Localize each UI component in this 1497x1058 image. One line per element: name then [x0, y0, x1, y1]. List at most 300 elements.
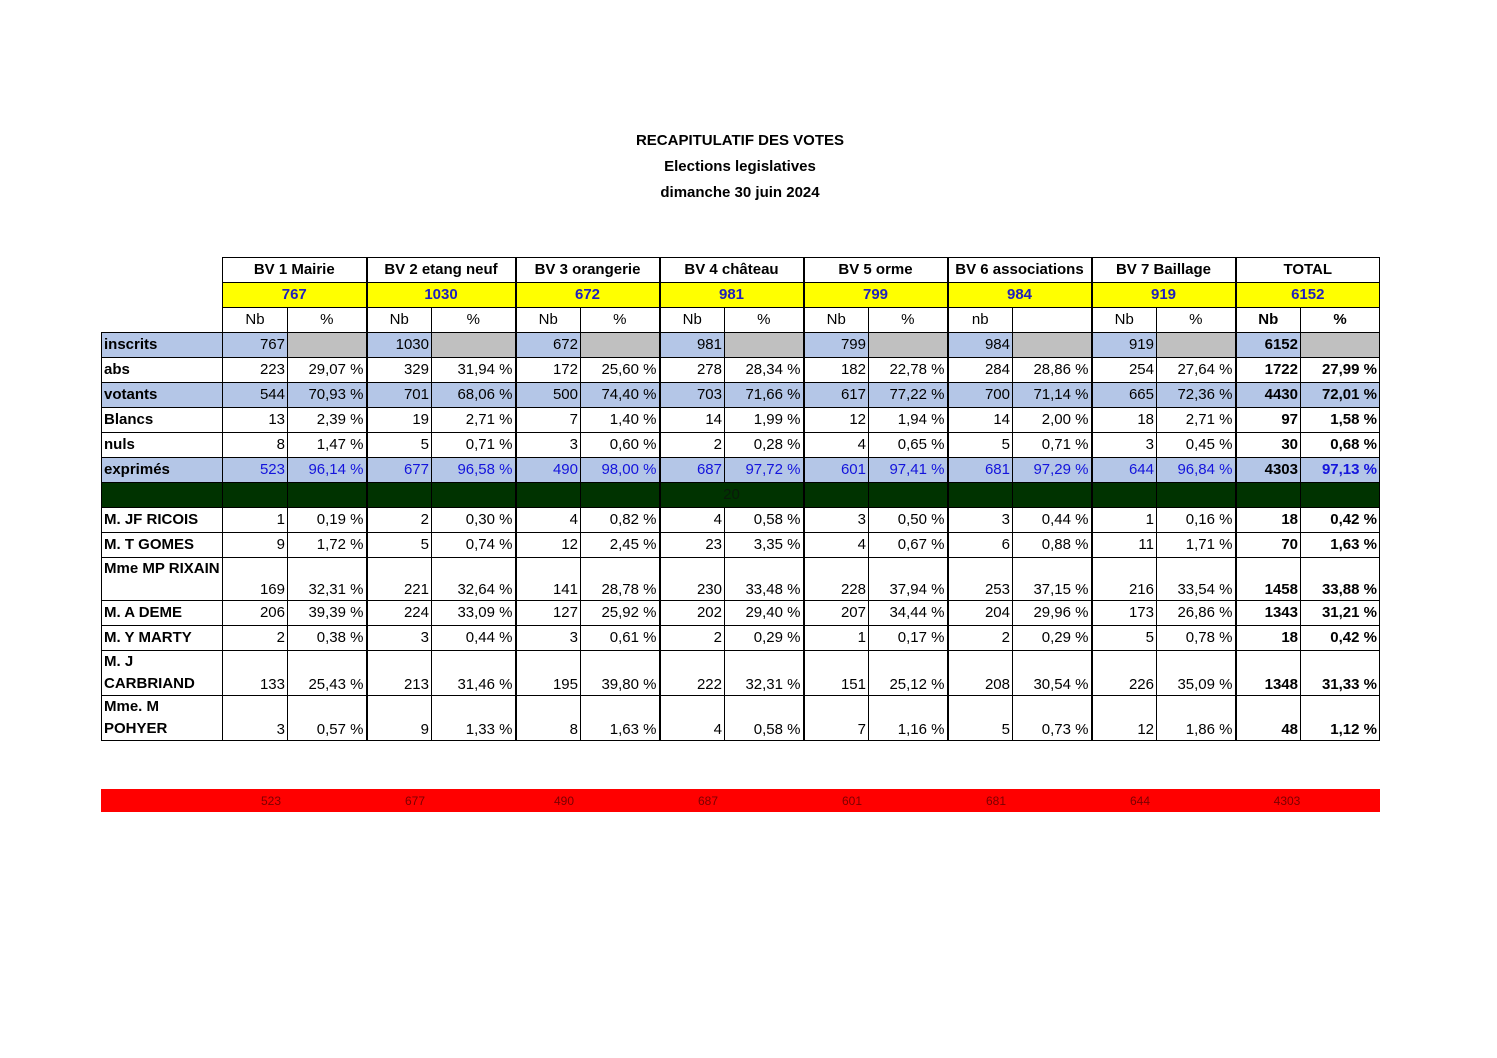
count-cell: 284: [948, 358, 1013, 383]
candidate-votes: 226: [1092, 651, 1157, 696]
count-cell: 172: [516, 358, 581, 383]
percent-cell: 77,22 %: [869, 383, 948, 408]
candidate-name: M. T GOMES: [102, 533, 223, 558]
stats-row-abs: [102, 358, 1380, 383]
document-title-block: [540, 128, 940, 206]
bureau-name: BV 1 Mairie: [223, 258, 367, 283]
percent-cell: 1,40 %: [581, 408, 660, 433]
check-total-value: 677: [404, 794, 426, 808]
separator-cell: [367, 483, 432, 508]
document-date: dimanche 30 juin 2024: [660, 184, 820, 201]
check-total-value: 4303: [1273, 794, 1301, 808]
count-cell: 677: [367, 458, 432, 483]
candidate-percent: 33,88 %: [1301, 558, 1380, 601]
percent-cell: 27,99 %: [1301, 358, 1380, 383]
corner-blank: [102, 283, 223, 308]
bureau-inscrits-count: 1030: [367, 283, 516, 308]
candidate-votes: 11: [1092, 533, 1157, 558]
bureau-name: BV 6 associations: [948, 258, 1092, 283]
percent-cell: [1157, 333, 1236, 358]
candidate-votes: 5: [948, 696, 1013, 741]
percent-cell: 0,60 %: [581, 433, 660, 458]
percent-cell: 2,39 %: [288, 408, 367, 433]
row-label: inscrits: [102, 333, 223, 358]
candidate-votes: 133: [223, 651, 288, 696]
candidate-votes: 9: [367, 696, 432, 741]
candidate-row: [102, 626, 1380, 651]
bureau-name: BV 4 château: [660, 258, 804, 283]
candidate-percent: 0,19 %: [288, 508, 367, 533]
bureau-inscrits-count: 799: [804, 283, 948, 308]
candidate-percent: 0,29 %: [1013, 626, 1092, 651]
candidate-votes: 207: [804, 601, 869, 626]
separator-cell: [869, 483, 948, 508]
separator-cell: [516, 483, 581, 508]
count-cell: 329: [367, 358, 432, 383]
candidate-votes: 228: [804, 558, 869, 601]
count-cell: 12: [804, 408, 869, 433]
count-cell: 981: [660, 333, 725, 358]
count-cell: 3: [1092, 433, 1157, 458]
count-cell: 544: [223, 383, 288, 408]
candidate-votes: 2: [223, 626, 288, 651]
candidate-percent: 39,39 %: [288, 601, 367, 626]
candidate-percent: 0,61 %: [581, 626, 660, 651]
bureau-inscrits-count: 984: [948, 283, 1092, 308]
bureau-inscrits-count: 981: [660, 283, 804, 308]
candidate-votes: 3: [516, 626, 581, 651]
candidate-percent: 2,45 %: [581, 533, 660, 558]
row-label: nuls: [102, 433, 223, 458]
bureau-inscrits-count: 767: [223, 283, 367, 308]
candidate-percent: 1,72 %: [288, 533, 367, 558]
count-cell: 13: [223, 408, 288, 433]
candidate-row: [102, 651, 1380, 696]
separator-cell: [581, 483, 660, 508]
percent-cell: 97,41 %: [869, 458, 948, 483]
candidate-name: Mme MP RIXAIN: [102, 558, 223, 601]
count-cell: 1030: [367, 333, 432, 358]
bureau-header-row: [102, 258, 1380, 283]
row-label: Blancs: [102, 408, 223, 433]
column-nb-label: nb: [948, 308, 1013, 333]
check-total-value: 681: [985, 794, 1007, 808]
count-cell: 799: [804, 333, 869, 358]
count-cell: 6152: [1236, 333, 1301, 358]
document-subtitle: Elections legislatives: [664, 158, 816, 175]
column-pct-label: %: [581, 308, 660, 333]
candidate-votes: 195: [516, 651, 581, 696]
percent-cell: [725, 333, 804, 358]
candidate-votes: 173: [1092, 601, 1157, 626]
candidate-votes: 3: [367, 626, 432, 651]
bureau-name: BV 5 orme: [804, 258, 948, 283]
candidate-percent: 1,33 %: [432, 696, 516, 741]
candidate-votes: 253: [948, 558, 1013, 601]
candidate-row: [102, 508, 1380, 533]
candidate-votes: 1: [223, 508, 288, 533]
bureau-name: TOTAL: [1236, 258, 1380, 283]
stats-row-votants: [102, 383, 1380, 408]
percent-cell: 97,29 %: [1013, 458, 1092, 483]
candidate-row: [102, 696, 1380, 741]
candidate-percent: 25,92 %: [581, 601, 660, 626]
separator-cell: [1301, 483, 1380, 508]
percent-cell: 0,71 %: [432, 433, 516, 458]
candidate-percent: 0,42 %: [1301, 626, 1380, 651]
count-cell: 500: [516, 383, 581, 408]
percent-cell: 70,93 %: [288, 383, 367, 408]
percent-cell: [1013, 333, 1092, 358]
column-pct-label: %: [1301, 308, 1380, 333]
candidate-votes: 230: [660, 558, 725, 601]
column-nb-label: Nb: [1236, 308, 1301, 333]
candidate-percent: 31,33 %: [1301, 651, 1380, 696]
separator-text: 20: [660, 483, 804, 508]
candidate-votes: 8: [516, 696, 581, 741]
candidate-votes: 5: [367, 533, 432, 558]
candidate-percent: 32,31 %: [725, 651, 804, 696]
count-cell: 919: [1092, 333, 1157, 358]
candidate-percent: 0,17 %: [869, 626, 948, 651]
candidate-percent: 0,74 %: [432, 533, 516, 558]
check-total-value: 523: [260, 794, 282, 808]
candidate-percent: 29,96 %: [1013, 601, 1092, 626]
separator-cell: [1092, 483, 1157, 508]
separator-cell: [432, 483, 516, 508]
column-nb-label: Nb: [367, 308, 432, 333]
row-label: abs: [102, 358, 223, 383]
count-cell: 278: [660, 358, 725, 383]
separator-cell: [948, 483, 1013, 508]
candidate-votes: 4: [516, 508, 581, 533]
candidate-votes: 6: [948, 533, 1013, 558]
candidate-votes: 3: [223, 696, 288, 741]
candidate-percent: 0,29 %: [725, 626, 804, 651]
bureau-inscrits-count: 672: [516, 283, 660, 308]
percent-cell: 0,45 %: [1157, 433, 1236, 458]
candidate-votes: 208: [948, 651, 1013, 696]
count-cell: 14: [660, 408, 725, 433]
percent-cell: 68,06 %: [432, 383, 516, 408]
candidate-percent: 0,73 %: [1013, 696, 1092, 741]
percent-cell: 2,00 %: [1013, 408, 1092, 433]
bureau-name: BV 3 orangerie: [516, 258, 660, 283]
candidate-percent: 0,50 %: [869, 508, 948, 533]
percent-cell: [869, 333, 948, 358]
candidate-percent: 0,44 %: [1013, 508, 1092, 533]
column-pct-label: %: [288, 308, 367, 333]
candidate-votes: 2: [367, 508, 432, 533]
column-nb-label: Nb: [223, 308, 288, 333]
candidate-percent: 35,09 %: [1157, 651, 1236, 696]
percent-cell: 71,14 %: [1013, 383, 1092, 408]
candidate-votes: 12: [516, 533, 581, 558]
count-cell: 984: [948, 333, 1013, 358]
percent-cell: 96,58 %: [432, 458, 516, 483]
candidate-percent: 0,88 %: [1013, 533, 1092, 558]
count-cell: 767: [223, 333, 288, 358]
candidate-row: [102, 601, 1380, 626]
separator-cell: [804, 483, 869, 508]
column-nb-label: Nb: [804, 308, 869, 333]
percent-cell: 98,00 %: [581, 458, 660, 483]
candidate-votes: 222: [660, 651, 725, 696]
percent-cell: 28,34 %: [725, 358, 804, 383]
candidate-votes: 4: [660, 696, 725, 741]
candidate-percent: 25,43 %: [288, 651, 367, 696]
candidate-percent: 37,15 %: [1013, 558, 1092, 601]
count-cell: 703: [660, 383, 725, 408]
bureau-inscrits-count: 6152: [1236, 283, 1380, 308]
percent-cell: 0,28 %: [725, 433, 804, 458]
separator-cell: [102, 483, 223, 508]
percent-cell: 2,71 %: [432, 408, 516, 433]
count-cell: 644: [1092, 458, 1157, 483]
candidate-votes: 18: [1236, 626, 1301, 651]
separator-row: [102, 483, 1380, 508]
percent-cell: 28,86 %: [1013, 358, 1092, 383]
percent-cell: [1301, 333, 1380, 358]
candidate-percent: 30,54 %: [1013, 651, 1092, 696]
percent-cell: 29,07 %: [288, 358, 367, 383]
corner-blank: [102, 308, 223, 333]
count-cell: 5: [367, 433, 432, 458]
separator-cell: [1013, 483, 1092, 508]
count-cell: 490: [516, 458, 581, 483]
candidate-votes: 151: [804, 651, 869, 696]
candidate-percent: 33,48 %: [725, 558, 804, 601]
percent-cell: 1,99 %: [725, 408, 804, 433]
candidate-votes: 1: [804, 626, 869, 651]
candidate-percent: 0,78 %: [1157, 626, 1236, 651]
percent-cell: 0,68 %: [1301, 433, 1380, 458]
candidate-votes: 1: [1092, 508, 1157, 533]
candidate-percent: 0,67 %: [869, 533, 948, 558]
candidate-percent: 0,30 %: [432, 508, 516, 533]
column-nb-label: Nb: [1092, 308, 1157, 333]
percent-cell: 1,47 %: [288, 433, 367, 458]
count-cell: 601: [804, 458, 869, 483]
count-cell: 687: [660, 458, 725, 483]
candidate-votes: 1348: [1236, 651, 1301, 696]
candidate-percent: 0,44 %: [432, 626, 516, 651]
candidate-votes: 4: [660, 508, 725, 533]
column-nb-label: Nb: [660, 308, 725, 333]
candidate-row: [102, 558, 1380, 601]
candidate-percent: 37,94 %: [869, 558, 948, 601]
column-pct-label: %: [1157, 308, 1236, 333]
candidate-votes: 2: [948, 626, 1013, 651]
candidate-percent: 3,35 %: [725, 533, 804, 558]
stats-row-nuls: [102, 433, 1380, 458]
candidate-votes: 7: [804, 696, 869, 741]
candidate-votes: 3: [804, 508, 869, 533]
candidate-percent: 0,57 %: [288, 696, 367, 741]
document-title: RECAPITULATIF DES VOTES: [635, 132, 845, 149]
candidate-votes: 23: [660, 533, 725, 558]
percent-cell: 97,72 %: [725, 458, 804, 483]
count-cell: 700: [948, 383, 1013, 408]
candidate-votes: 18: [1236, 508, 1301, 533]
candidate-votes: 127: [516, 601, 581, 626]
bureau-name: BV 2 etang neuf: [367, 258, 516, 283]
candidate-percent: 32,64 %: [432, 558, 516, 601]
candidate-percent: 29,40 %: [725, 601, 804, 626]
percent-cell: [432, 333, 516, 358]
candidate-percent: 1,71 %: [1157, 533, 1236, 558]
percent-cell: 72,01 %: [1301, 383, 1380, 408]
count-cell: 97: [1236, 408, 1301, 433]
count-cell: 223: [223, 358, 288, 383]
percent-cell: [288, 333, 367, 358]
candidate-percent: 32,31 %: [288, 558, 367, 601]
bureau-inscrits-count: 919: [1092, 283, 1236, 308]
percent-cell: 97,13 %: [1301, 458, 1380, 483]
candidate-percent: 34,44 %: [869, 601, 948, 626]
count-cell: 523: [223, 458, 288, 483]
stats-row-inscrits: [102, 333, 1380, 358]
count-cell: 701: [367, 383, 432, 408]
percent-cell: 1,94 %: [869, 408, 948, 433]
bureau-name: BV 7 Baillage: [1092, 258, 1236, 283]
candidate-row: [102, 533, 1380, 558]
candidate-percent: 39,80 %: [581, 651, 660, 696]
candidate-percent: 33,09 %: [432, 601, 516, 626]
check-totals-bar: [101, 789, 1380, 812]
count-cell: 1722: [1236, 358, 1301, 383]
candidate-percent: 0,38 %: [288, 626, 367, 651]
count-cell: 5: [948, 433, 1013, 458]
candidate-votes: 12: [1092, 696, 1157, 741]
column-pct-label: %: [869, 308, 948, 333]
corner-blank: [102, 258, 223, 283]
stats-row-exprimés: [102, 458, 1380, 483]
candidate-votes: 70: [1236, 533, 1301, 558]
candidate-votes: 216: [1092, 558, 1157, 601]
candidate-votes: 202: [660, 601, 725, 626]
count-cell: 681: [948, 458, 1013, 483]
bureau-inscrits-row: [102, 283, 1380, 308]
candidate-percent: 1,86 %: [1157, 696, 1236, 741]
column-pct-label: [1013, 308, 1092, 333]
candidate-votes: 206: [223, 601, 288, 626]
candidate-percent: 26,86 %: [1157, 601, 1236, 626]
candidate-name: M. A DEME: [102, 601, 223, 626]
candidate-votes: 213: [367, 651, 432, 696]
candidate-votes: 204: [948, 601, 1013, 626]
separator-cell: [288, 483, 367, 508]
percent-cell: 31,94 %: [432, 358, 516, 383]
percent-cell: 74,40 %: [581, 383, 660, 408]
separator-cell: [223, 483, 288, 508]
count-cell: 7: [516, 408, 581, 433]
count-cell: 665: [1092, 383, 1157, 408]
percent-cell: 1,58 %: [1301, 408, 1380, 433]
votes-table: [101, 257, 1380, 741]
candidate-votes: 221: [367, 558, 432, 601]
count-cell: 19: [367, 408, 432, 433]
count-cell: 3: [516, 433, 581, 458]
candidate-votes: 5: [1092, 626, 1157, 651]
count-cell: 4: [804, 433, 869, 458]
check-total-value: 490: [553, 794, 575, 808]
count-cell: 8: [223, 433, 288, 458]
count-cell: 2: [660, 433, 725, 458]
percent-cell: 0,65 %: [869, 433, 948, 458]
candidate-percent: 31,46 %: [432, 651, 516, 696]
count-cell: 672: [516, 333, 581, 358]
percent-cell: 96,14 %: [288, 458, 367, 483]
candidate-votes: 224: [367, 601, 432, 626]
candidate-votes: 9: [223, 533, 288, 558]
percent-cell: [581, 333, 660, 358]
column-unit-row: [102, 308, 1380, 333]
count-cell: 18: [1092, 408, 1157, 433]
candidate-votes: 48: [1236, 696, 1301, 741]
candidate-percent: 0,82 %: [581, 508, 660, 533]
count-cell: 617: [804, 383, 869, 408]
candidate-percent: 1,16 %: [869, 696, 948, 741]
candidate-votes: 1343: [1236, 601, 1301, 626]
column-pct-label: %: [725, 308, 804, 333]
percent-cell: 25,60 %: [581, 358, 660, 383]
candidate-votes: 141: [516, 558, 581, 601]
candidate-votes: 4: [804, 533, 869, 558]
percent-cell: 22,78 %: [869, 358, 948, 383]
check-total-value: 601: [841, 794, 863, 808]
check-total-value: 644: [1129, 794, 1151, 808]
candidate-votes: 169: [223, 558, 288, 601]
percent-cell: 2,71 %: [1157, 408, 1236, 433]
candidate-percent: 33,54 %: [1157, 558, 1236, 601]
count-cell: 4430: [1236, 383, 1301, 408]
candidate-percent: 0,16 %: [1157, 508, 1236, 533]
candidate-percent: 1,63 %: [581, 696, 660, 741]
count-cell: 254: [1092, 358, 1157, 383]
column-pct-label: %: [432, 308, 516, 333]
candidate-votes: 1458: [1236, 558, 1301, 601]
candidate-percent: 28,78 %: [581, 558, 660, 601]
count-cell: 14: [948, 408, 1013, 433]
column-nb-label: Nb: [516, 308, 581, 333]
separator-cell: [1157, 483, 1236, 508]
count-cell: 4303: [1236, 458, 1301, 483]
count-cell: 30: [1236, 433, 1301, 458]
candidate-name: M. JF RICOIS: [102, 508, 223, 533]
percent-cell: 72,36 %: [1157, 383, 1236, 408]
candidate-name: M. Y MARTY: [102, 626, 223, 651]
stats-row-Blancs: [102, 408, 1380, 433]
row-label: exprimés: [102, 458, 223, 483]
candidate-percent: 0,42 %: [1301, 508, 1380, 533]
row-label: votants: [102, 383, 223, 408]
candidate-name: Mme. M POHYER: [102, 696, 223, 741]
count-cell: 182: [804, 358, 869, 383]
percent-cell: 27,64 %: [1157, 358, 1236, 383]
check-total-value: 687: [697, 794, 719, 808]
candidate-percent: 25,12 %: [869, 651, 948, 696]
percent-cell: 0,71 %: [1013, 433, 1092, 458]
candidate-percent: 1,63 %: [1301, 533, 1380, 558]
candidate-votes: 3: [948, 508, 1013, 533]
candidate-percent: 0,58 %: [725, 696, 804, 741]
candidate-percent: 31,21 %: [1301, 601, 1380, 626]
separator-cell: [1236, 483, 1301, 508]
percent-cell: 96,84 %: [1157, 458, 1236, 483]
candidate-percent: 0,58 %: [725, 508, 804, 533]
candidate-votes: 2: [660, 626, 725, 651]
